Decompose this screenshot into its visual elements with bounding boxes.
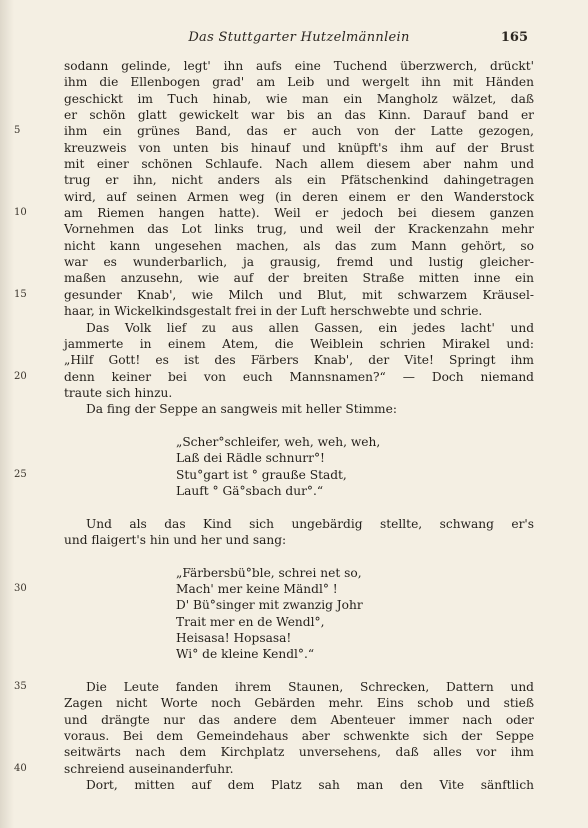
- text-line: traute sich hinzu.: [64, 385, 173, 400]
- text-line: 40 schreiend auseinanderfuhr.: [14, 761, 234, 776]
- text-line: wird, auf seinen Armen weg (in deren einem er den Wanderstock: [64, 189, 534, 204]
- text-line: Da fing der Seppe an sangweis mit heller Stimme:: [86, 402, 397, 417]
- line-number: 25: [14, 468, 27, 480]
- line-number: 5: [14, 125, 21, 137]
- text-line: Vornehmen das Lot links trug, und weil der Krackenzahn mehr: [64, 222, 534, 237]
- text-line: haar, in Wickelkindsgestalt frei in der Luft herschwebte und schrie.: [64, 304, 483, 319]
- text-line: maßen anzusehn, wie auf der breiten Straße mitten inne ein: [64, 271, 534, 286]
- verse-gap: [64, 548, 534, 564]
- verse-gap: [64, 418, 534, 434]
- text-line: ihm die Ellenbogen grad' am Leib und wergelt ihn mit Händen: [64, 75, 534, 90]
- text-line: Zagen nicht Worte noch Gebärden mehr. Eins schob und stieß: [64, 696, 534, 711]
- verse-line: „Scher°schleifer, weh, weh, weh,: [176, 434, 381, 449]
- line-number: 30: [14, 583, 27, 594]
- text-line: 20 denn keiner bei von euch Mannsnamen?“ — Doch niemand: [14, 369, 534, 384]
- verse-line: Trait mer en de Wendl°,: [176, 614, 325, 629]
- page-number: 165: [500, 30, 528, 45]
- line-number: 15: [14, 288, 27, 300]
- gutter-shadow: [0, 0, 14, 828]
- text-line: 10 am Riemen hangen hatte). Weil er jedoch bei diesem ganzen: [14, 206, 534, 221]
- text-line: voraus. Bei dem Gemeindehaus aber schwenkte sich der Seppe: [64, 729, 534, 744]
- line-number: 10: [14, 207, 27, 219]
- verse-line: „Färbersbü°ble, schrei net so,: [176, 565, 362, 580]
- verse-line: Lauft ° Gä°sbach dur°.“: [176, 483, 324, 498]
- verse-gap: [64, 499, 534, 515]
- text-line: und flaigert's hin und her und sang:: [64, 532, 287, 547]
- verse-line: Laß dei Rädle schnurr°!: [176, 451, 325, 466]
- verse-gap: [64, 663, 534, 679]
- text-line: Das Volk lief zu aus allen Gassen, ein jedes lacht' und: [86, 320, 534, 335]
- text-line: war es wunderbarlich, ja grausig, fremd und lustig gleicher-: [64, 255, 534, 270]
- verse-line: D' Bü°singer mit zwanzig Johr: [176, 598, 363, 613]
- text-line: jammerte in einem Atem, die Weiblein schrien Mirakel und:: [64, 336, 534, 351]
- verse-line: 25 Stu°gart ist ° grauße Stadt,: [14, 467, 347, 482]
- text-line: geschickt im Tuch hinab, wie man ein Mangholz wälzet, daß: [64, 91, 534, 106]
- running-title: Das Stuttgarter Hutzelmännlein: [188, 30, 410, 45]
- text-line: „Hilf Gott! es ist des Färbers Knab', der Vite! Springt ihm: [64, 353, 534, 368]
- line-number: 20: [14, 370, 27, 382]
- text-line: seitwärts nach dem Kirchplatz unversehens, daß alles vor ihm: [64, 745, 534, 760]
- text-line: sodann gelinde, legt' ihn aufs eine Tuchend überzwerch, drückt': [64, 59, 534, 73]
- text-line: Und als das Kind sich ungebärdig stellte, schwang er's: [86, 516, 534, 531]
- verse-line: Heisasa! Hopsasa!: [176, 631, 292, 646]
- text-line: und drängte nur das andere dem Abenteuer immer nach oder: [64, 712, 534, 727]
- text-line: 35 Die Leute fanden ihrem Staunen, Schrecken, Dattern und: [14, 680, 534, 695]
- text-line: Dort, mitten auf dem Platz sah man den Vite sänftlich: [86, 778, 534, 793]
- text-line: 5 ihm ein grünes Band, das er auch von der Latte gezogen,: [14, 124, 534, 139]
- text-line: kreuzweis von unten bis hinauf und knüpft's ihm auf der Brust: [64, 140, 534, 155]
- verse-line: 30 Mach' mer keine Mändl° !: [14, 582, 338, 596]
- line-number: 40: [14, 762, 27, 774]
- page-header: [64, 30, 534, 52]
- text-line: 15 gesunder Knab', wie Milch und Blut, mit schwarzem Kräusel-: [14, 287, 534, 302]
- text-line: trug er ihn, nicht anders als ein Pfätschenkind dahingetragen: [64, 173, 534, 188]
- text-line: nicht kann ungesehen machen, als das zum Mann gehört, so: [64, 238, 534, 253]
- text-line: mit einer schönen Schlaufe. Nach allem diesem aber nahm und: [64, 157, 534, 172]
- verse-line: Wi° de kleine Kendl°.“: [176, 647, 315, 662]
- line-number: 35: [14, 681, 27, 693]
- body-text: [14, 58, 534, 793]
- text-line: er schön glatt gewickelt war bis an das Kinn. Darauf band er: [64, 108, 534, 123]
